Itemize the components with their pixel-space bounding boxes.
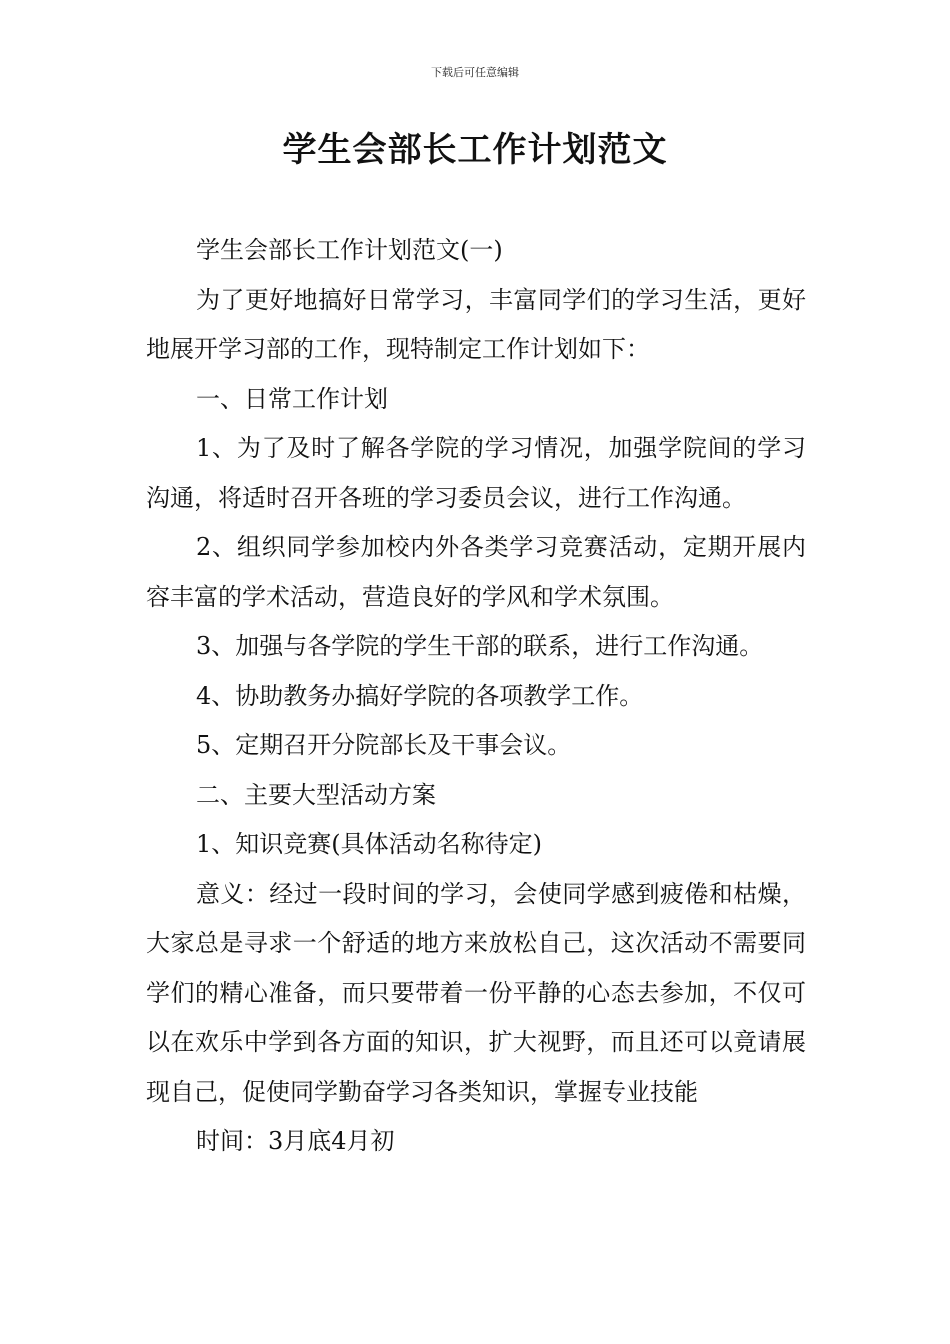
list-item: 4、协助教务办搞好学院的各项教学工作。 (196, 681, 644, 710)
list-item: 1、知识竞赛(具体活动名称待定) (196, 830, 542, 858)
subsection-heading: 一、日常工作计划 (196, 384, 388, 413)
list-item: 3、加强与各学院的学生干部的联系，进行工作沟通。 (196, 632, 764, 660)
intro-paragraph: 为了更好地搞好日常学习，丰富同学们的学习生活，更好地展开学习部的工作，现特制定工作计划如下： (146, 285, 806, 363)
subsection-heading: 二、主要大型活动方案 (196, 780, 436, 809)
meaning-paragraph: 意义：经过一段时间的学习，会使同学感到疲倦和枯燥，大家总是寻求一个舒适的地方来放松自己，这次活动不需要同学们的精心准备，而只要带着一份平静的心态去参加，不仅可以在欢乐中学到各方面的知识，扩大视野，而且还可以竟请展现自己，促使同学勤奋学习各类知识，掌握专业技能 (146, 879, 806, 1106)
header-note: 下载后可任意编辑 (431, 66, 519, 79)
time-paragraph: 时间：3月底4月初 (196, 1127, 395, 1155)
document-title: 学生会部长工作计划范文 (282, 130, 668, 170)
list-item: 5、定期召开分院部长及干事会议。 (196, 731, 572, 759)
list-item: 1、为了及时了解各学院的学习情况，加强学院间的学习沟通，将适时召开各班的学习委员会议，进行工作沟通。 (146, 434, 806, 512)
section-heading: 学生会部长工作计划范文(一) (196, 236, 503, 264)
document-body (146, 226, 806, 1167)
list-item: 2、组织同学参加校内外各类学习竞赛活动，定期开展内容丰富的学术活动，营造良好的学风和学术氛围。 (146, 533, 806, 611)
